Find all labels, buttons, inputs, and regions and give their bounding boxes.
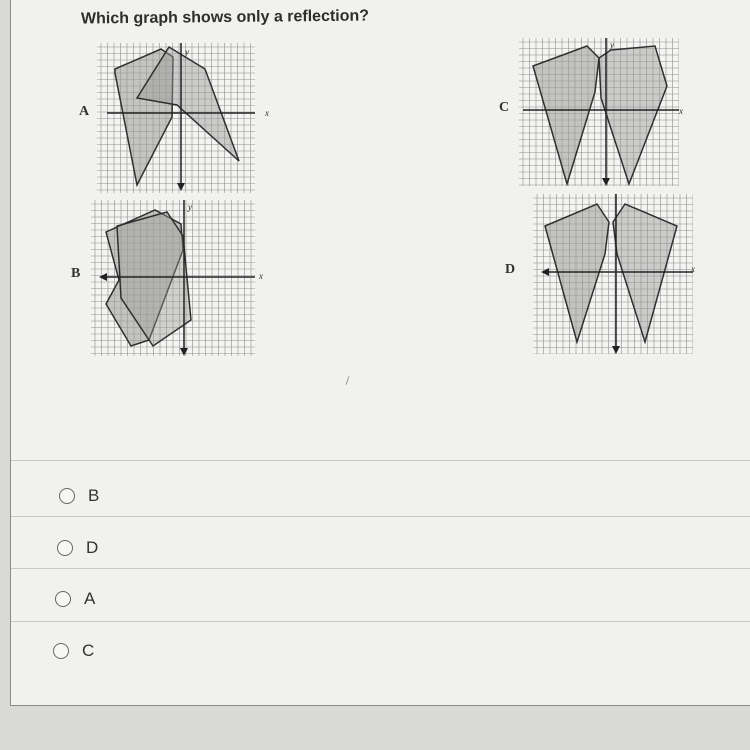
graph-a-y-label: y [185,47,189,57]
graph-c-plot [519,38,679,186]
radio-button[interactable] [59,488,75,504]
graph-b-y-label: y [188,202,192,212]
question-text: Which graph shows only a reflection? [80,7,370,28]
answer-option-label[interactable]: A [84,589,96,608]
divider [11,460,750,461]
graph-c-y-label: y [610,40,614,50]
divider [11,516,750,517]
answer-option-label[interactable]: D [86,538,99,557]
answer-option-label[interactable]: C [82,641,95,660]
answer-option-d[interactable] [57,538,98,558]
graph-b-plot [91,200,255,356]
graph-c-x-label: x [679,106,683,116]
graph-a-plot [97,43,255,193]
stray-mark [345,376,349,385]
divider [11,568,750,569]
radio-button[interactable] [57,540,73,556]
graph-a-letter: A [79,104,90,119]
graph-a-x-label: x [265,108,269,118]
graph-d-letter: D [505,262,516,277]
graph-d-plot [533,194,693,354]
answer-option-c[interactable] [53,641,94,661]
graph-b-x-label: x [259,271,263,281]
divider [11,621,750,622]
question-page [10,0,750,706]
graph-b-letter: B [71,266,81,281]
graph-c-letter: C [499,100,510,115]
radio-button[interactable] [55,591,71,607]
answer-option-b[interactable] [59,486,99,506]
graph-d-x-label: x [691,264,695,274]
radio-button[interactable] [53,643,69,659]
answer-option-a[interactable] [55,589,95,609]
answer-option-label[interactable]: B [88,486,100,505]
